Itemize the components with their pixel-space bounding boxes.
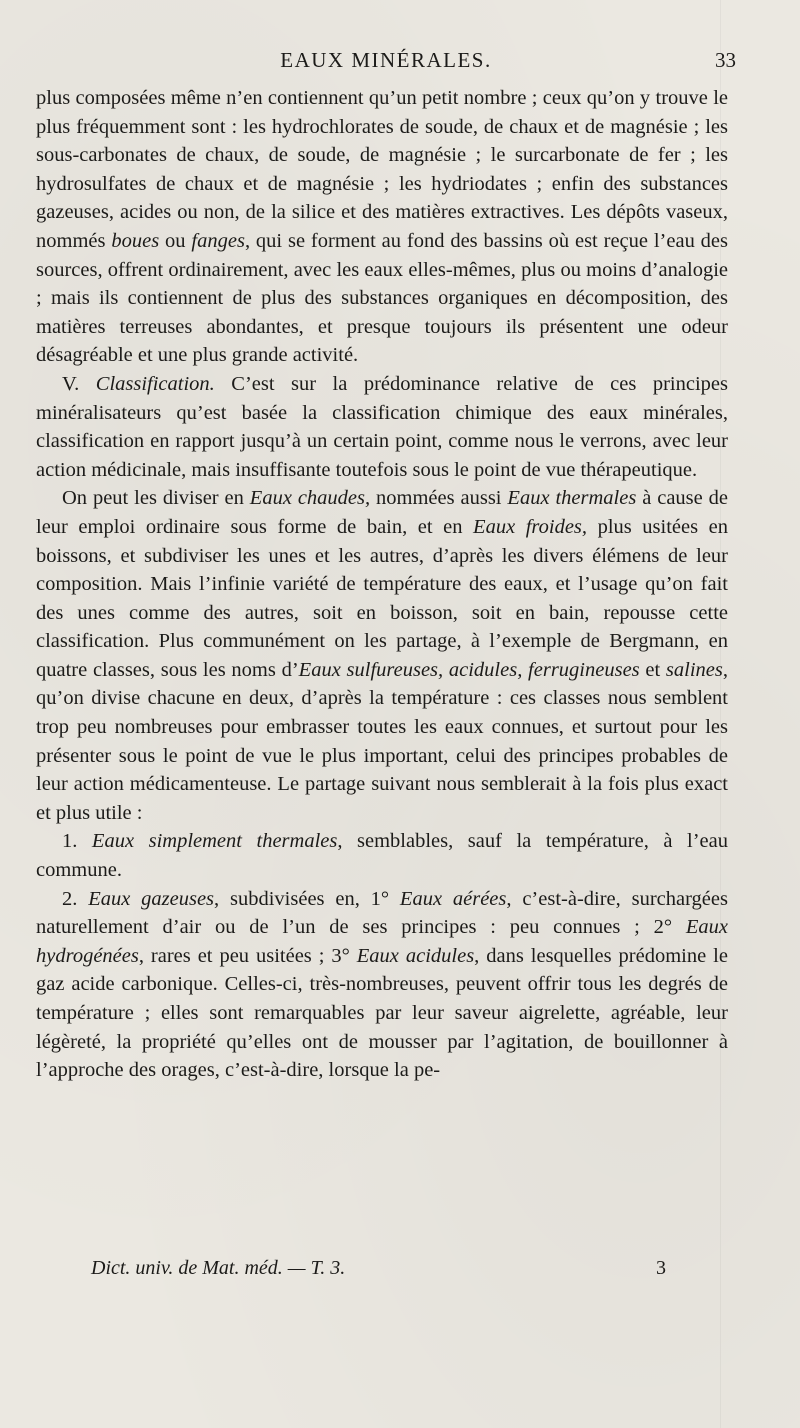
italic-text: Classification. [95, 372, 215, 395]
text-run: et [639, 658, 666, 681]
text-run: , subdivisées en, 1° [214, 887, 400, 910]
italic-text: Eaux froides, [473, 515, 588, 538]
paragraph [36, 827, 728, 884]
italic-text: Eaux thermales [507, 487, 637, 510]
text-run: , rares et peu usitées ; 3° [138, 944, 357, 967]
running-title: EAUX MINÉRALES. [280, 48, 492, 72]
italic-text: Eaux chaudes, [249, 487, 371, 510]
italic-text: boues [111, 229, 160, 252]
italic-text: fanges [191, 229, 245, 252]
text-run: , c’est-à-dire, surchargées naturellement d’air ou de l’un de ses principes : peu connues ; 2° [36, 887, 728, 939]
text-run: à cause de leur emploi ordinaire sous forme de bain, et en [36, 487, 728, 538]
footer-note: Dict. univ. de Mat. méd. — T. 3. [91, 1257, 346, 1279]
italic-text: Eaux gazeuses [88, 887, 215, 910]
text-run: , dans lesquelles prédomine le gaz acide carbonique. Celles-ci, très-nombreuses, peuvent offrir tous les degrés de température ; elles sont remarquables par leur saveur aigrelette, agréable, leur légèreté, la propriété qu’elles ont de mousser par l’agitation, de bouillonner à l’approche des orages, c’est-à-dire, lorsque la pe- [36, 944, 728, 1082]
page-header [36, 48, 736, 78]
paragraph [36, 885, 728, 1085]
paragraph [36, 484, 728, 827]
text-run: , qui se forment au fond des bassins où est reçue l’eau des sources, offrent ordinairement, avec les eaux elles-mêmes, plus ou moins d’analogie ; mais ils contiennent de plus des substances organiques en décomposition, des matières terreuses abondantes, et presque toujours ils présentent une odeur désagréable et une plus grande activité. [36, 229, 729, 367]
text-run: 2. [62, 887, 89, 910]
italic-text: Eaux sulfureuses, acidules, ferrugineuses [298, 658, 640, 681]
italic-text: Eaux simplement thermales [91, 830, 338, 853]
text-run: V. [62, 372, 96, 395]
text-run: plus usitées en boissons, et subdiviser les unes et les autres, d’après les divers élémens de leur composition. Mais l’infinie variété de température des eaux, et l’usage qu’on fait des unes comme des autres, soit en boisson, soit en bain, repousse cette classification. Plus communément on les partage, à l’exemple de Bergmann, en quatre classes, sous les noms d’ [36, 515, 728, 681]
page-number: 33 [715, 48, 736, 72]
italic-text: salines [665, 658, 723, 681]
signature-mark: 3 [656, 1257, 666, 1279]
text-run: 1. [62, 830, 92, 853]
italic-text: Eaux aérées [399, 887, 507, 910]
text-run: , semblables, sauf la température, à l’eau commune. [36, 830, 728, 882]
body-text [36, 84, 728, 1085]
italic-text: Eaux hydrogénées [36, 916, 728, 967]
text-run: ou [159, 229, 192, 252]
page-footer [36, 1257, 728, 1285]
text-run: , qu’on divise chacune en deux, d’après la température : ces classes nous semblent trop peu nombreuses pour embrasser toutes les eaux connues, et surtout pour les présenter sous le point de vue le plus important, celui des principes probables de leur action médicamenteuse. Le partage suivant nous semblerait à la fois plus exact et plus utile : [36, 658, 728, 824]
text-run: nommées aussi [370, 487, 508, 510]
paragraph [36, 370, 728, 484]
text-run: On peut les diviser en [62, 487, 250, 510]
paragraph [36, 84, 728, 370]
text-run: C’est sur la prédominance relative de ces principes minéralisateurs qu’est basée la classification chimique des eaux minérales, classification en rapport jusqu’à un certain point, comme nous le verrons, avec leur action médicinale, mais insuffisante toutefois sous le point de vue thérapeutique. [36, 372, 728, 481]
text-run: plus composées même n’en contiennent qu’un petit nombre ; ceux qu’on y trouve le plus fréquemment sont : les hydrochlorates de soude, de chaux et de magnésie ; les sous-carbonates de chaux, de soude, de magnésie ; le surcarbonate de fer ; les hydrosulfates de chaux et de magnésie ; les hydriodates ; enfin des substances gazeuses, acides ou non, de la silice et des matières extractives. Les dépôts vaseux, nommés [36, 87, 728, 252]
italic-text: Eaux acidules [356, 944, 475, 967]
